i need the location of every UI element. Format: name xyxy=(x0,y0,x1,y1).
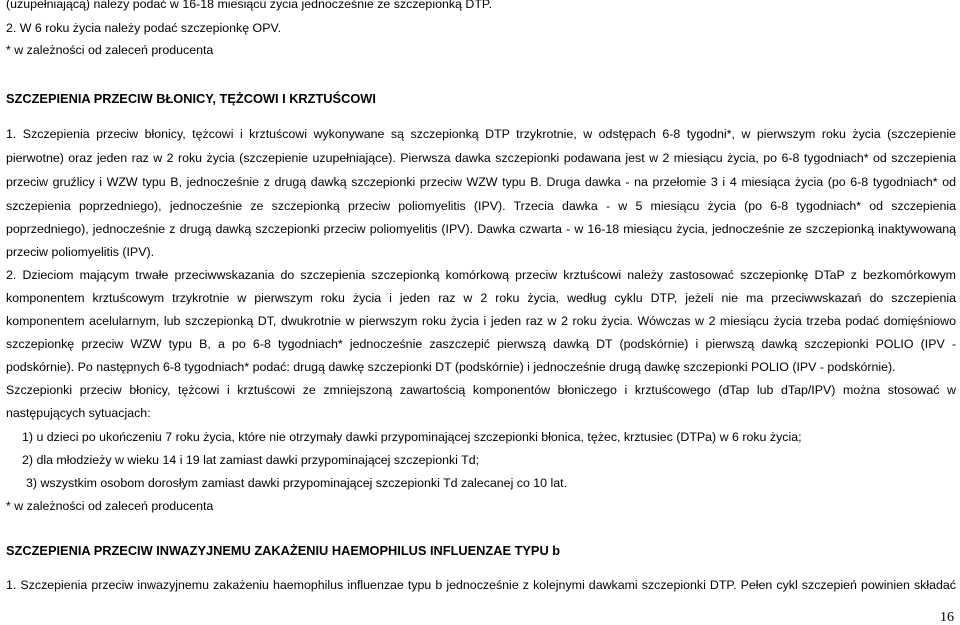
text-line: przeciw poliomyelitis (IPV). xyxy=(6,245,155,259)
text-line: 2. Dzieciom mającym trwałe przeciwwskazania do szczepienia szczepionką komórkową przeciw krztuścowi należy zastosować szczepionkę DTaP z bezkomórkowym xyxy=(6,268,956,282)
text-line: (uzupełniającą) należy podać w 16-18 miesiącu życia jednocześnie ze szczepionką DTP. xyxy=(6,0,493,11)
text-line: następujących sytuacjach: xyxy=(6,406,151,420)
text-line: pierwotne) oraz jeden raz w 2 roku życia (szczepienie uzupełniające). Pierwsza dawka szczepionki podawana jest w 2 miesiącu życia, po 6-8 tygodniach* od szczepienia xyxy=(6,151,956,165)
text-line: przeciw gruźlicy i WZW typu B, jednocześnie z drugą dawką szczepionki przeciw WZW typu B. Druga dawka - na przełomie 3 i 4 miesiąca życia (po 6-8 tygodniach* od xyxy=(6,175,956,189)
footnote-line: * w zależności od zaleceń producenta xyxy=(6,43,214,57)
list-item: 2) dla młodzieży w wieku 14 i 19 lat zamiast dawki przypominającej szczepionki Td; xyxy=(22,453,480,467)
page-number: 16 xyxy=(940,610,954,625)
text-line: poprzedniego), jednocześnie z drugą dawką szczepionki przeciw poliomyelitis (IPV). Dawka czwarta - w 16-18 miesiącu życia, jednocześnie ze szczepionką inaktywowaną xyxy=(6,222,956,236)
footnote-line: * w zależności od zaleceń producenta xyxy=(6,499,214,513)
text-line: 2. W 6 roku życia należy podać szczepionkę OPV. xyxy=(6,21,282,35)
text-line: podskórnie). Po następnych 6-8 tygodniach* podać: drugą dawkę szczepionki DT (podskórnie) i jednocześnie drugą dawkę szczepionki POLIO (IPV - podskórnie). xyxy=(6,360,896,374)
text-line: komponentem acelularnym, lub szczepionką DT, dwukrotnie w pierwszym roku życia i jeden raz w 2 roku życia. Wówczas w 2 miesiącu życia trzeba podać domięśniowo xyxy=(6,314,956,328)
text-line: szczepienia poprzedniego), jednocześnie ze szczepionką przeciw poliomyelitis (IPV). Trzecia dawka - w 5 miesiącu życia (po 6-8 tygodniach* od szczepienia xyxy=(6,199,956,213)
text-line: Szczepionki przeciw błonicy, tężcowi i krztuścowi ze zmniejszoną zawartością komponentów błoniczego i krztuścowego (dTap lub dTap/IPV) można stosować w xyxy=(6,383,956,397)
text-line: szczepionkę przeciw WZW typu B, a po 6-8 tygodniach* jednocześnie zaszczepić pierwszą dawką DT (podskórnie) i pierwszą dawką szczepionki POLIO (IPV - xyxy=(6,337,956,351)
text-line: komponentem krztuścowym trzykrotnie w pierwszym roku życia i jeden raz w 2 roku życia, według cyklu DTP, jeżeli nie ma przeciwwskazań do szczepienia xyxy=(6,291,956,305)
section-heading: SZCZEPIENIA PRZECIW INWAZYJNEMU ZAKAŻENIU HAEMOPHILUS INFLUENZAE TYPU b xyxy=(6,543,561,558)
list-item: 1) u dzieci po ukończeniu 7 roku życia, które nie otrzymały dawki przypominającej szczepionki błonica, tężec, krztusiec (DTPa) w 6 roku życia; xyxy=(22,430,802,444)
text-line: 1. Szczepienia przeciw błonicy, tężcowi i krztuścowi wykonywane są szczepionką DTP trzykrotnie, w odstępach 6-8 tygodni*, w pierwszym roku życia (szczepienie xyxy=(6,127,956,141)
text-line: 1. Szczepienia przeciw inwazyjnemu zakażeniu haemophilus influenzae typu b jednocześnie z kolejnymi dawkami szczepionki DTP. Pełen cykl szczepień powinien składać xyxy=(6,578,956,592)
section-heading: SZCZEPIENIA PRZECIW BŁONICY, TĘŻCOWI I KRZTUŚCOWI xyxy=(6,91,376,106)
list-item: 3) wszystkim osobom dorosłym zamiast dawki przypominającej szczepionki Td zalecanej co 10 lat. xyxy=(26,476,568,490)
